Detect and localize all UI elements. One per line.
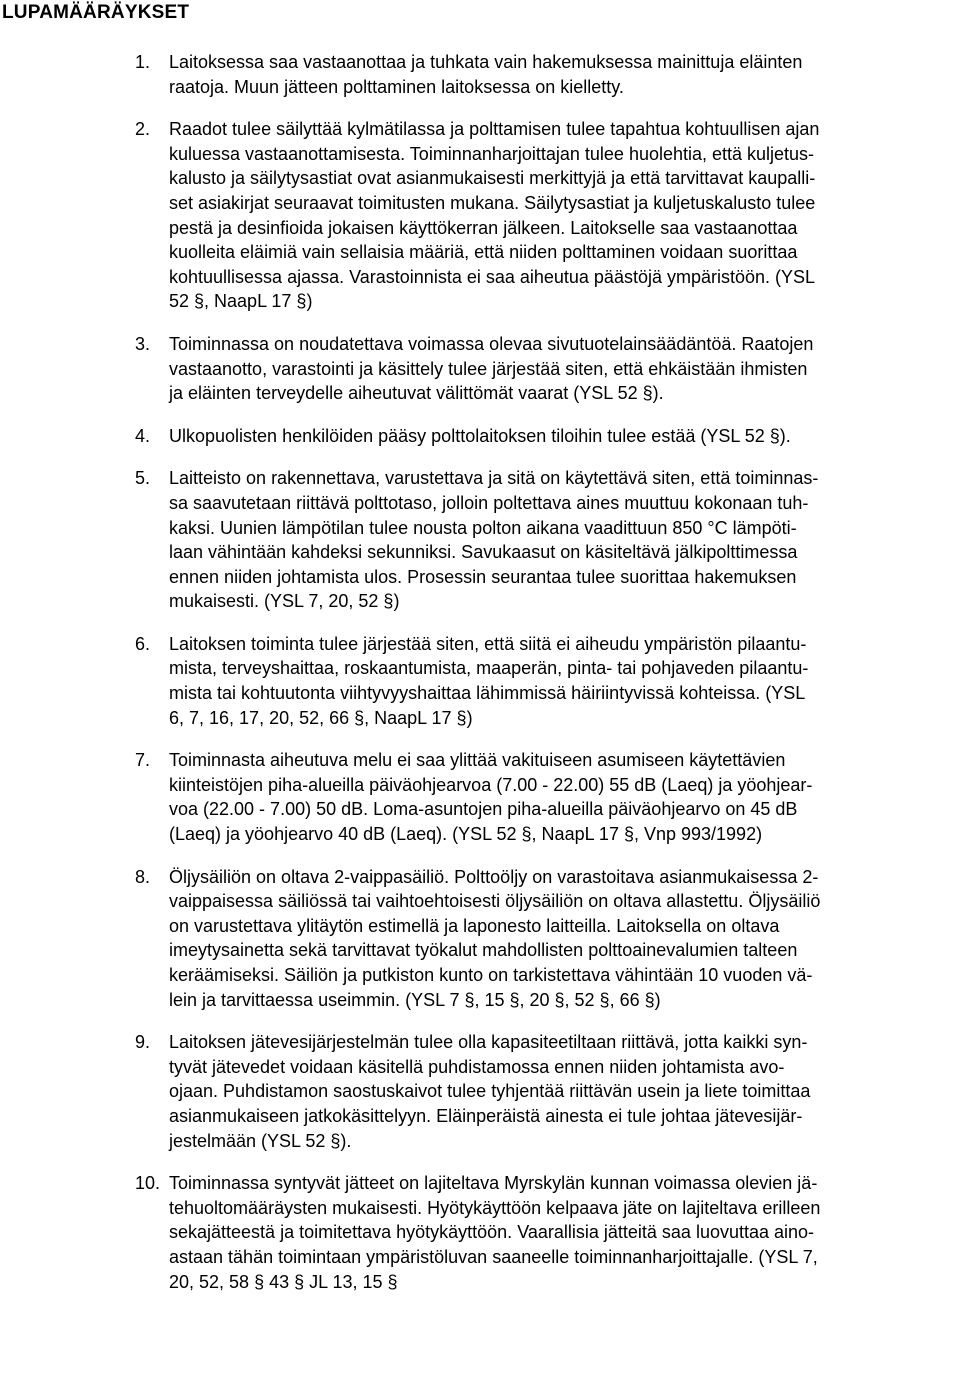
text-line: mukaisesti. (YSL 7, 20, 52 §)	[169, 591, 400, 612]
item-number: 1.	[135, 52, 151, 72]
item-text	[169, 117, 960, 314]
item-number: 2.	[135, 119, 151, 140]
text-line: Toiminnasta aiheutuva melu ei saa ylittää vakituiseen asumiseen käytettävien	[169, 750, 786, 771]
regulation-item-2	[0, 117, 960, 314]
item-number: 8.	[135, 866, 151, 887]
text-line: ojaan. Puhdistamon saostuskaivot tulee tyhjentää riittävän usein ja liete toimittaa	[169, 1081, 811, 1102]
text-line: Laitoksen jätevesijärjestelmän tulee olla kapasiteetiltaan riittävä, jotta kaikki syn-	[169, 1032, 808, 1053]
item-text	[169, 424, 960, 449]
text-line: mista, terveyshaittaa, roskaantumista, maaperän, pinta- tai pohjaveden pilaantu-	[169, 658, 809, 679]
item-number: 9.	[135, 1032, 151, 1053]
text-line: set asiakirjat seuraavat toimitusten mukana. Säilytysastiat ja kuljetuskalusto tulee	[169, 192, 816, 213]
text-line: Öljysäiliön on oltava 2-vaippasäiliö. Polttoöljy on varastoitava asianmukaisessa 2-	[169, 866, 819, 887]
text-line: tyvät jätevedet voidaan käsitellä puhdistamossa ennen niiden johtamista avo-	[169, 1056, 785, 1077]
text-line: Toiminnassa syntyvät jätteet on lajiteltava Myrskylän kunnan voimassa olevien jä-	[169, 1173, 818, 1194]
document-heading: LUPAMÄÄRÄYKSET	[2, 2, 190, 23]
text-line: pestä ja desinfioida jokaisen käyttökerran jälkeen. Laitokselle saa vastaanottaa	[169, 217, 798, 238]
text-line: mista tai kohtuutonta viihtyvyyshaittaa lähimmissä häiriintyvissä kohteissa. (YSL	[169, 683, 806, 704]
regulation-item-9	[0, 1030, 960, 1153]
text-line: (Laeq) ja yöohjearvo 40 dB (Laeq). (YSL 52 §, NaapL 17 §, Vnp 993/1992)	[169, 824, 763, 845]
regulation-item-10	[0, 1171, 960, 1294]
text-line: laan vähintään kahdeksi sekunniksi. Savukaasut on käsiteltävä jälkipolttimessa	[169, 542, 798, 563]
text-line: Laitoksen toiminta tulee järjestää siten, että siitä ei aiheudu ympäristön pilaantu-	[169, 633, 807, 654]
item-number: 10.	[135, 1173, 161, 1194]
regulation-list	[0, 50, 960, 1312]
text-line: raatoja. Muun jätteen polttaminen laitoksessa on kielletty.	[169, 76, 624, 97]
text-line: kalusto ja säilytysastiat ovat asianmukaisesti merkittyjä ja että tarvittavat kaupalli-	[169, 168, 816, 189]
text-line: Laitteisto on rakennettava, varustettava ja sitä on käytettävä siten, että toiminnas-	[169, 468, 819, 489]
item-number: 7.	[135, 750, 151, 771]
text-line: Ulkopuolisten henkilöiden pääsy polttolaitoksen tiloihin tulee estää (YSL 52 §).	[169, 425, 791, 446]
text-line: sekajätteestä ja toimitettava hyötykäyttöön. Vaarallisia jätteitä saa luovuttaa aino-	[169, 1222, 815, 1243]
text-line: kiinteistöjen piha-alueilla päiväohjearvoa (7.00 - 22.00) 55 dB (Laeq) ja yöohjear-	[169, 774, 813, 795]
text-line: sa saavutetaan riittävä polttotaso, jolloin poltettava aines muuttuu kokonaan tuh-	[169, 492, 809, 513]
text-line: kuluessa vastaanottamisesta. Toiminnanharjoittajan tulee huolehtia, että kuljetus-	[169, 143, 815, 164]
item-text	[169, 332, 960, 406]
regulation-item-3	[0, 332, 960, 406]
text-line: asianmukaiseen jatkokäsittelyyn. Eläinperäistä ainesta ei tule johtaa jätevesijär-	[169, 1105, 803, 1126]
text-line: kohtuullisessa ajassa. Varastoinnista ei saa aiheutua päästöjä ympäristöön. (YSL	[169, 266, 816, 287]
text-line: astaan tähän toimintaan ympäristöluvan saaneelle toiminnanharjoittajalle. (YSL 7,	[169, 1246, 818, 1267]
text-line: kuolleita eläimiä vain sellaisia määriä, että niiden polttaminen voidaan suorittaa	[169, 242, 798, 263]
regulation-item-4	[0, 424, 960, 449]
text-line: 52 §, NaapL 17 §)	[169, 291, 313, 312]
item-text	[169, 50, 960, 99]
regulation-item-5	[0, 466, 960, 614]
text-line: voa (22.00 - 7.00) 50 dB. Loma-asuntojen piha-alueilla päiväohjearvo on 45 dB	[169, 799, 798, 820]
item-text	[169, 865, 960, 1013]
item-number: 6.	[135, 633, 151, 654]
item-text	[169, 748, 960, 846]
regulation-item-7	[0, 748, 960, 846]
text-line: tehuoltomääräysten mukaisesti. Hyötykäyttöön kelpaava jäte on lajiteltava erilleen	[169, 1197, 821, 1218]
item-number: 4.	[135, 425, 151, 446]
item-number: 3.	[135, 333, 151, 354]
text-line: 6, 7, 16, 17, 20, 52, 66 §, NaapL 17 §)	[169, 707, 473, 728]
text-line: kaksi. Uunien lämpötilan tulee nousta polton aikana vaadittuun 850 °C lämpöti-	[169, 517, 797, 538]
text-line: ennen niiden johtamista ulos. Prosessin seurantaa tulee suorittaa hakemuksen	[169, 566, 797, 587]
item-number: 5.	[135, 468, 151, 489]
text-line: Laitoksessa saa vastaanottaa ja tuhkata vain hakemuksessa mainittuja eläinten	[169, 52, 803, 72]
text-line: lein ja tarvittaessa useimmin. (YSL 7 §, 15 §, 20 §, 52 §, 66 §)	[169, 989, 661, 1010]
text-line: keräämiseksi. Säiliön ja putkiston kunto on tarkistettava vähintään 10 vuoden vä-	[169, 965, 813, 985]
item-text	[169, 632, 960, 730]
text-line: Raadot tulee säilyttää kylmätilassa ja polttamisen tulee tapahtua kohtuullisen ajan	[169, 119, 820, 140]
text-line: 20, 52, 58 § 43 § JL 13, 15 §	[169, 1271, 398, 1292]
item-text	[169, 466, 960, 614]
text-line: imeytysainetta sekä tarvittavat työkalut mahdollisten polttoainevalumien talteen	[169, 940, 798, 961]
item-text	[169, 1030, 960, 1153]
regulation-item-6	[0, 632, 960, 730]
regulation-item-8	[0, 865, 960, 1013]
regulation-item-1	[0, 50, 960, 99]
text-line: ja eläinten terveydelle aiheutuvat välittömät vaarat (YSL 52 §).	[169, 383, 664, 404]
item-text	[169, 1171, 960, 1294]
text-line: on varustettava ylitäytön estimellä ja laponesto laitteilla. Laitoksella on oltava	[169, 915, 780, 936]
text-line: jestelmään (YSL 52 §).	[169, 1130, 352, 1151]
text-line: Toiminnassa on noudatettava voimassa olevaa sivutuotelainsäädäntöä. Raatojen	[169, 333, 814, 354]
text-line: vastaanotto, varastointi ja käsittely tulee järjestää siten, että ehkäistään ihmisten	[169, 358, 808, 379]
text-line: vaippaisessa säiliössä tai vaihtoehtoisesti öljysäiliön on oltava allastettu. Öljysäiliö	[169, 891, 821, 912]
